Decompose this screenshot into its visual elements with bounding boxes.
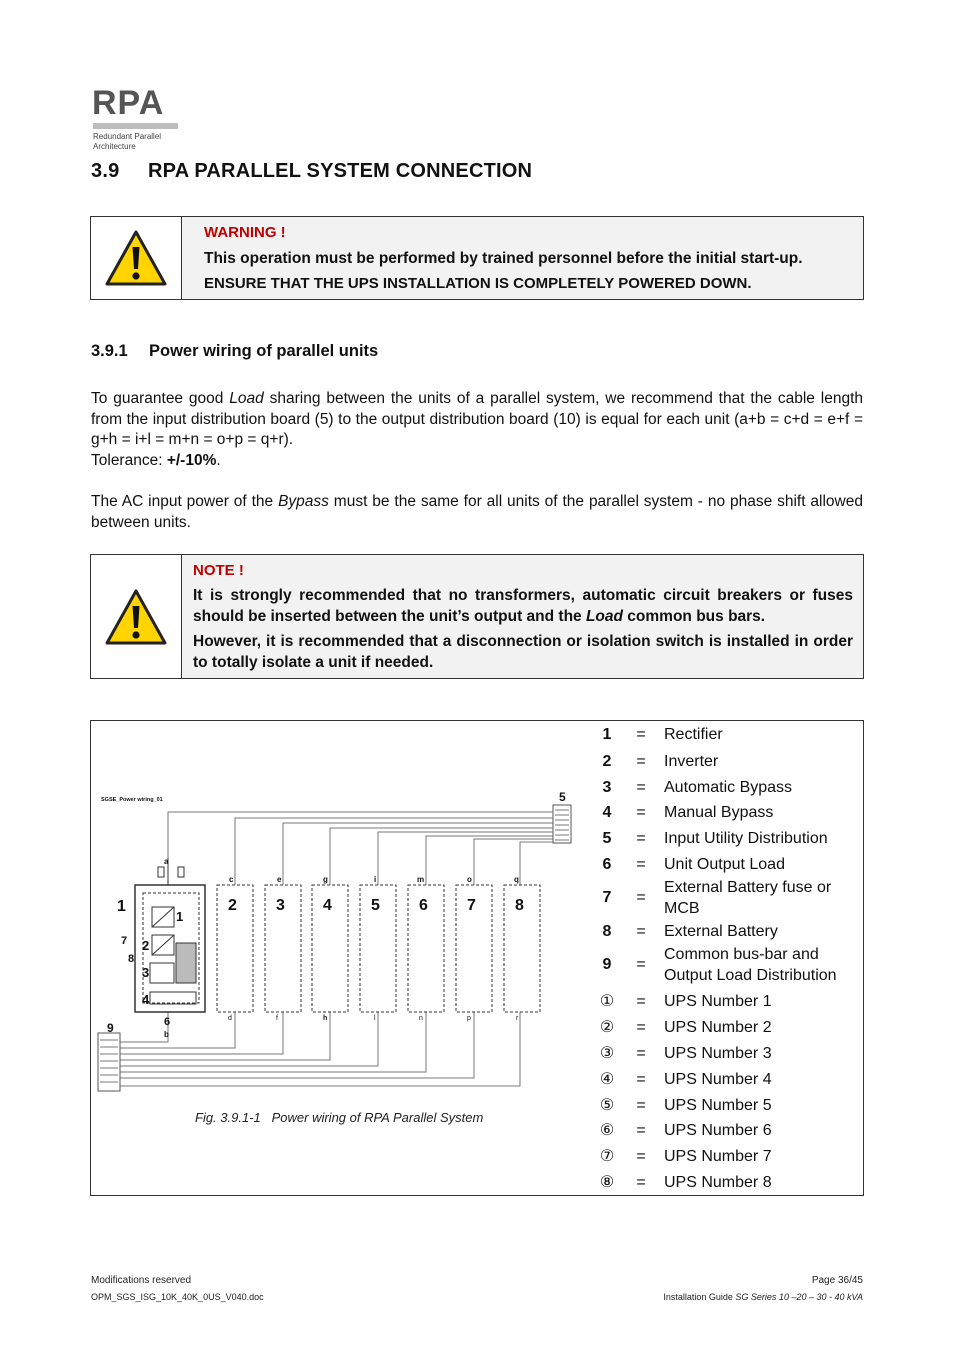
legend-value: Input Utility Distribution bbox=[664, 830, 828, 847]
legend-key: ① bbox=[599, 993, 615, 1010]
power-wiring-diagram bbox=[95, 780, 585, 1100]
legend-value: UPS Number 8 bbox=[664, 1174, 772, 1191]
legend-eq: = bbox=[636, 779, 646, 796]
cable-letter: c bbox=[229, 875, 234, 884]
legend-value: UPS Number 1 bbox=[664, 993, 772, 1010]
unit1-label: 5 bbox=[559, 790, 566, 804]
tolerance-value: +/-10% bbox=[166, 452, 217, 469]
body-paragraph-2 bbox=[91, 492, 863, 533]
legend-value: UPS Number 6 bbox=[664, 1122, 772, 1139]
legend-key: 7 bbox=[602, 889, 612, 906]
footer-series: SG Series 10 –20 – 30 - 40 kVA bbox=[735, 1292, 863, 1302]
cable-letter: o bbox=[467, 875, 472, 884]
cable-letter: r bbox=[516, 1015, 519, 1022]
legend-eq: = bbox=[636, 956, 646, 973]
legend-eq: = bbox=[636, 923, 646, 940]
legend-key: 2 bbox=[602, 753, 612, 770]
unit1-label: b bbox=[164, 1030, 169, 1039]
warning-line1: This operation must be performed by trained personnel before the initial start-up. bbox=[204, 250, 803, 267]
note-paragraph-1 bbox=[193, 585, 853, 627]
legend-value: UPS Number 5 bbox=[664, 1097, 772, 1114]
unit-number: 4 bbox=[323, 897, 332, 914]
warning-triangle-icon bbox=[104, 229, 168, 287]
cable-letter: d bbox=[228, 1015, 232, 1022]
legend-key: 4 bbox=[602, 804, 612, 821]
legend-value: UPS Number 3 bbox=[664, 1045, 772, 1062]
cable-letter: i bbox=[374, 875, 377, 884]
unit-number: 7 bbox=[467, 897, 476, 914]
legend-eq: = bbox=[636, 804, 646, 821]
unit1-label: 1 bbox=[176, 909, 184, 924]
p2-text-a: The AC input power of the bbox=[91, 493, 279, 510]
legend-eq: = bbox=[636, 1019, 646, 1036]
p2-text-b: must be the same for all units of the parallel system - no phase shift allowed between units. bbox=[91, 493, 863, 531]
legend-eq: = bbox=[636, 1097, 646, 1114]
footer-left-1: Modifications reserved bbox=[91, 1275, 192, 1286]
note-title: NOTE ! bbox=[193, 562, 244, 579]
p1-text-b: sharing between the units of a parallel system, we recommend that the cable length from the input distribution board (5) to the output distribution board (10) is equal for each unit (a+b = c+d = e+f = g+h = i+l = m+n = o+p = q+r). bbox=[91, 390, 863, 449]
legend-eq: = bbox=[636, 1122, 646, 1139]
tolerance-line bbox=[91, 451, 221, 472]
legend-value: UPS Number 2 bbox=[664, 1019, 772, 1036]
subsection-heading bbox=[91, 342, 378, 361]
legend-eq: = bbox=[636, 993, 646, 1010]
section-title: RPA PARALLEL SYSTEM CONNECTION bbox=[148, 160, 533, 182]
legend-key: 1 bbox=[602, 726, 612, 743]
legend-key: ② bbox=[599, 1019, 615, 1036]
legend-value: External Battery bbox=[664, 923, 778, 940]
legend-value: External Battery fuse or MCB bbox=[664, 879, 832, 917]
note-paragraph-2: However, it is recommended that a disconnection or isolation switch is installed in order to totally isolate a unit if needed. bbox=[193, 633, 853, 671]
legend-eq: = bbox=[636, 1174, 646, 1191]
note-box bbox=[90, 554, 864, 679]
legend-eq: = bbox=[636, 1045, 646, 1062]
caption-number: Fig. 3.9.1-1 bbox=[195, 1110, 261, 1125]
subsection-number: 3.9.1 bbox=[91, 342, 128, 360]
logo-bar bbox=[93, 123, 178, 129]
body-paragraph-1 bbox=[91, 389, 863, 451]
cable-letter: h bbox=[323, 1015, 328, 1022]
legend-value: UPS Number 7 bbox=[664, 1148, 772, 1165]
warning-box bbox=[90, 216, 864, 300]
section-number: 3.9 bbox=[91, 160, 120, 182]
logo-subtitle bbox=[93, 132, 183, 152]
logo-subtitle-line2: Architecture bbox=[93, 142, 136, 151]
note-p1-load-term: Load bbox=[585, 608, 623, 625]
diagram-small-label: SGSE_Power wiring_01 bbox=[101, 797, 163, 803]
unit1-label: 3 bbox=[142, 965, 150, 980]
unit1-label: 6 bbox=[164, 1016, 171, 1028]
unit-number: 6 bbox=[419, 897, 428, 914]
unit1-label: 4 bbox=[142, 992, 150, 1007]
figure-caption bbox=[195, 1110, 483, 1125]
logo-subtitle-line1: Redundant Parallel bbox=[93, 132, 162, 141]
legend-key: ⑧ bbox=[599, 1174, 615, 1191]
legend-key: ⑦ bbox=[599, 1148, 615, 1165]
p2-bypass-term: Bypass bbox=[278, 493, 329, 510]
legend-key: 3 bbox=[602, 779, 612, 796]
cable-letter: n bbox=[419, 1015, 423, 1022]
section-heading bbox=[91, 160, 532, 183]
cable-letter: q bbox=[514, 875, 519, 884]
legend-eq: = bbox=[636, 1071, 646, 1088]
unit1-label: 1 bbox=[117, 898, 126, 915]
legend-value: Manual Bypass bbox=[664, 804, 774, 821]
cable-letter: e bbox=[277, 875, 282, 884]
tolerance-end: . bbox=[216, 452, 221, 469]
unit1-label: 2 bbox=[142, 938, 150, 953]
unit1-label: 7 bbox=[121, 935, 128, 947]
legend-value: Inverter bbox=[664, 753, 719, 770]
unit-number: 2 bbox=[228, 897, 237, 914]
cable-letter: f bbox=[276, 1015, 278, 1022]
legend-eq: = bbox=[636, 726, 646, 743]
unit-number: 3 bbox=[276, 897, 285, 914]
legend-eq: = bbox=[636, 1148, 646, 1165]
caption-text: Power wiring of RPA Parallel System bbox=[271, 1110, 484, 1125]
warning-line2: ENSURE THAT THE UPS INSTALLATION IS COMPLETELY POWERED DOWN. bbox=[204, 275, 752, 292]
unit1-label: 8 bbox=[128, 953, 135, 965]
legend-value: Rectifier bbox=[664, 726, 723, 743]
cable-letter: m bbox=[417, 875, 425, 884]
unit1-label: 9 bbox=[107, 1021, 114, 1035]
p1-load-term: Load bbox=[229, 390, 264, 407]
cable-letter: g bbox=[323, 875, 328, 884]
note-p1-text-a: It is strongly recommended that no transformers, automatic circuit breakers or fuses should be inserted between the unit’s output and the bbox=[193, 587, 853, 625]
legend-value: UPS Number 4 bbox=[664, 1071, 772, 1088]
legend-key: 6 bbox=[602, 856, 612, 873]
note-p1-text-b: common bus bars. bbox=[623, 608, 766, 625]
caution-triangle-icon bbox=[104, 588, 168, 646]
legend-key: ③ bbox=[599, 1045, 615, 1062]
tolerance-label: Tolerance: bbox=[91, 452, 167, 469]
cable-letter: p bbox=[467, 1015, 471, 1022]
footer-guide-label: Installation Guide bbox=[663, 1292, 736, 1302]
unit-number: 5 bbox=[371, 897, 380, 914]
footer-page-number: Page 36/45 bbox=[811, 1275, 863, 1286]
legend-key: 5 bbox=[602, 830, 612, 847]
legend-key: ④ bbox=[599, 1071, 615, 1088]
legend-eq: = bbox=[636, 753, 646, 770]
footer-left-2: OPM_SGS_ISG_10K_40K_0US_V040.doc bbox=[91, 1292, 264, 1302]
cable-letter: l bbox=[374, 1015, 376, 1022]
legend-key: 8 bbox=[602, 923, 612, 940]
unit1-label: a bbox=[164, 857, 169, 866]
legend-key: 9 bbox=[602, 956, 612, 973]
legend-eq: = bbox=[636, 856, 646, 873]
legend-key: ⑤ bbox=[599, 1097, 615, 1114]
p1-text-a: To guarantee good bbox=[91, 390, 230, 407]
subsection-title: Power wiring of parallel units bbox=[149, 342, 379, 360]
legend-key: ⑥ bbox=[599, 1122, 615, 1139]
footer-right-2 bbox=[663, 1292, 863, 1302]
unit-number: 8 bbox=[515, 897, 524, 914]
note-icon-cell bbox=[91, 555, 182, 678]
legend-value: Automatic Bypass bbox=[664, 779, 793, 796]
legend-value: Unit Output Load bbox=[664, 856, 785, 873]
legend-value: Common bus-bar and Output Load Distribution bbox=[664, 946, 837, 984]
warning-title: WARNING ! bbox=[204, 224, 286, 241]
logo-wordmark: RPA bbox=[92, 84, 165, 122]
legend-eq: = bbox=[636, 830, 646, 847]
warning-icon-cell bbox=[91, 217, 182, 299]
legend-eq: = bbox=[636, 889, 646, 906]
